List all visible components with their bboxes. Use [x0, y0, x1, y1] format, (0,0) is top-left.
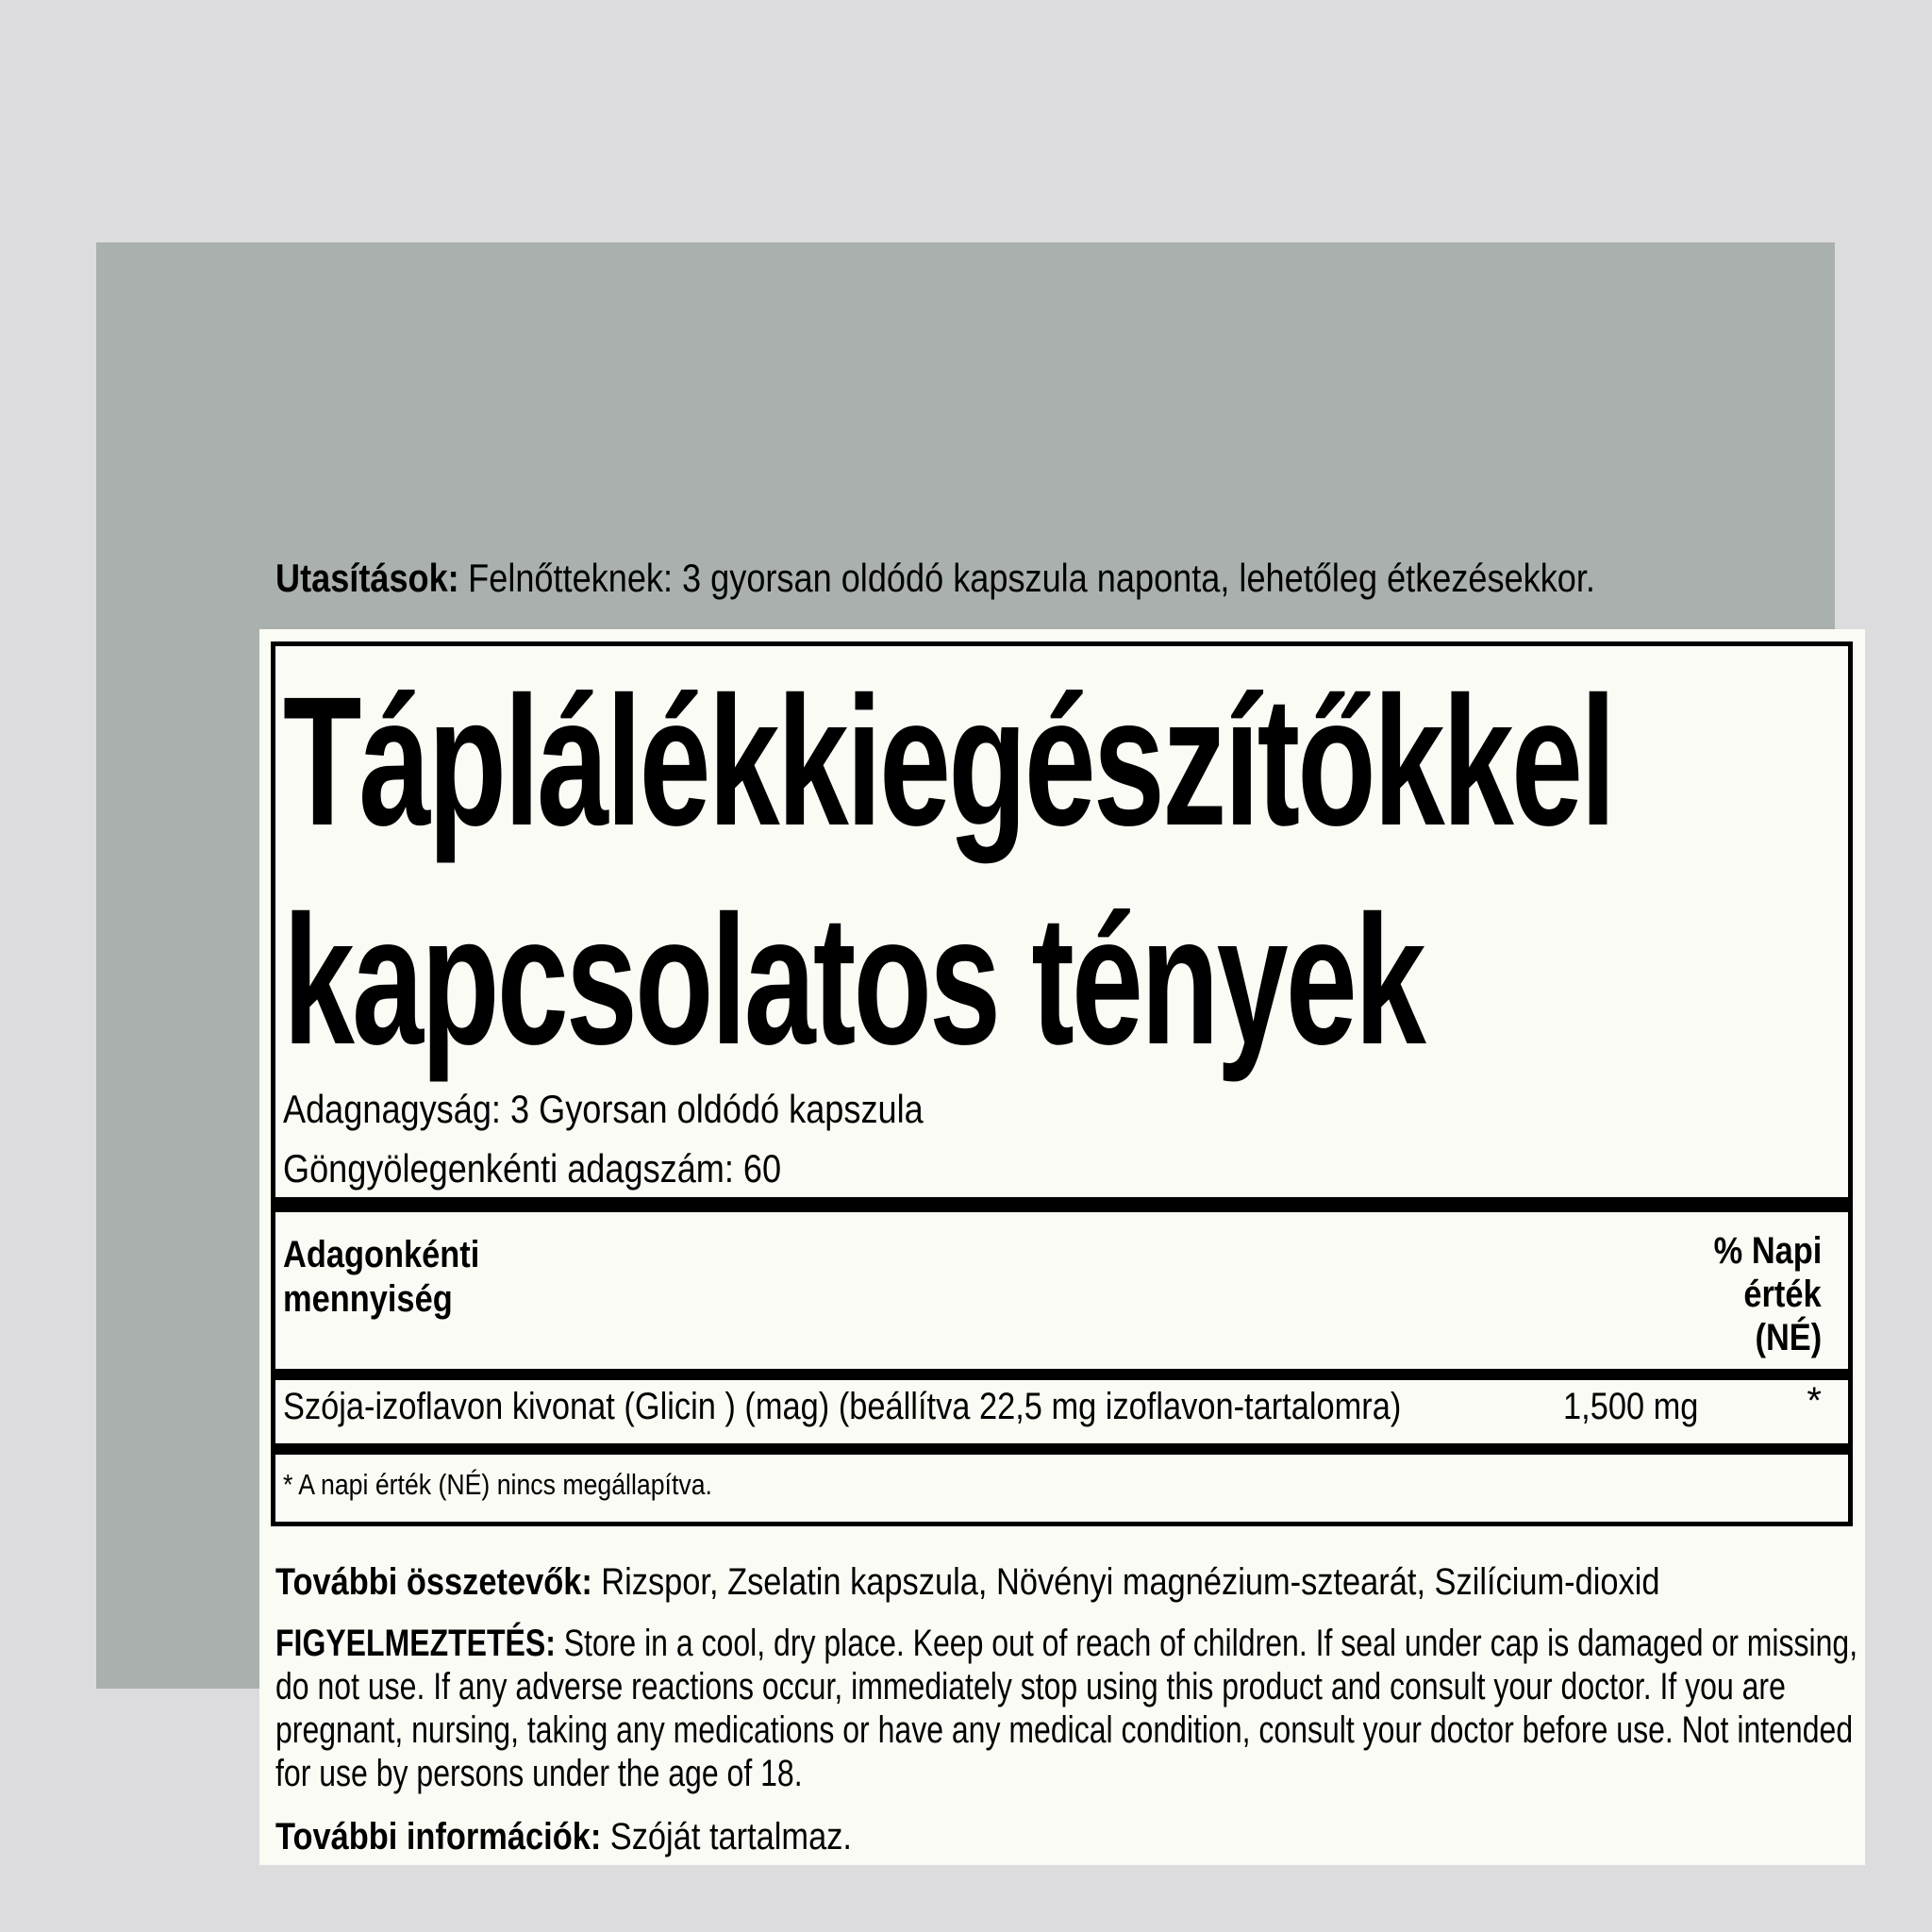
- additional-info-text: Szóját tartalmaz.: [609, 1816, 852, 1857]
- additional-info-line: [275, 1816, 945, 1858]
- dv-header-line-2: érték: [1743, 1274, 1822, 1315]
- daily-value-column-header: [1696, 1229, 1822, 1359]
- dv-header-line-3: (NÉ): [1755, 1317, 1822, 1358]
- facts-title: [283, 652, 1613, 1090]
- serving-size-line: Adagnagyság: 3 Gyorsan oldódó kapszula: [283, 1087, 924, 1131]
- divider-below-header: [275, 1369, 1848, 1380]
- dv-header-line-1: % Napi: [1713, 1230, 1822, 1272]
- directions-line: [275, 556, 1810, 601]
- daily-value-footnote: * A napi érték (NÉ) nincs megállapítva.: [283, 1468, 712, 1501]
- ingredient-name: Szója-izoflavon kivonat (Glicin ) (mag) (beállítva 22,5 mg izoflavon-tartalomra): [283, 1386, 1402, 1427]
- warning-text: Store in a cool, dry place. Keep out of reach of children. If seal under cap is damaged or missing, do not use. If any adverse reactions occur, immediately stop using this product and consult your doctor. If you are pregnant, nursing, taking any medications or have any medical condition, consult your doctor before use. Not intended for use by persons under the age of 18.: [275, 1623, 1858, 1794]
- ingredient-daily-value: *: [1807, 1380, 1822, 1422]
- other-ingredients-label: További összetevők:: [275, 1561, 592, 1603]
- other-ingredients-text: Rizspor, Zselatin kapszula, Növényi magnézium-sztearát, Szilícium-dioxid: [601, 1561, 1660, 1603]
- facts-inner-box: [271, 641, 1853, 1526]
- additional-info-label: További információk:: [275, 1816, 602, 1857]
- ingredient-amount: 1,500 mg: [1563, 1386, 1699, 1427]
- facts-title-line-2: kapcsolatos tények: [283, 877, 1424, 1083]
- warning-label: FIGYELMEZTETÉS:: [275, 1623, 556, 1664]
- amount-header-line-2: mennyiség: [283, 1278, 453, 1320]
- amount-header-line-1: Adagonkénti: [283, 1234, 480, 1275]
- other-ingredients-line: [275, 1561, 1885, 1604]
- facts-title-line-1: Táplálékkiegészítőkkel: [283, 658, 1614, 864]
- supplement-label-background: [96, 242, 1858, 1857]
- divider-below-row: [275, 1443, 1848, 1455]
- directions-label: Utasítások:: [275, 556, 459, 600]
- thick-divider-top: [275, 1197, 1848, 1212]
- amount-column-header: [283, 1233, 511, 1322]
- warning-paragraph: [275, 1622, 1860, 1795]
- directions-text: Felnőtteknek: 3 gyorsan oldódó kapszula naponta, lehetőleg étkezésekkor.: [468, 556, 1595, 600]
- servings-per-container-line: Göngyölegenkénti adagszám: 60: [283, 1146, 782, 1191]
